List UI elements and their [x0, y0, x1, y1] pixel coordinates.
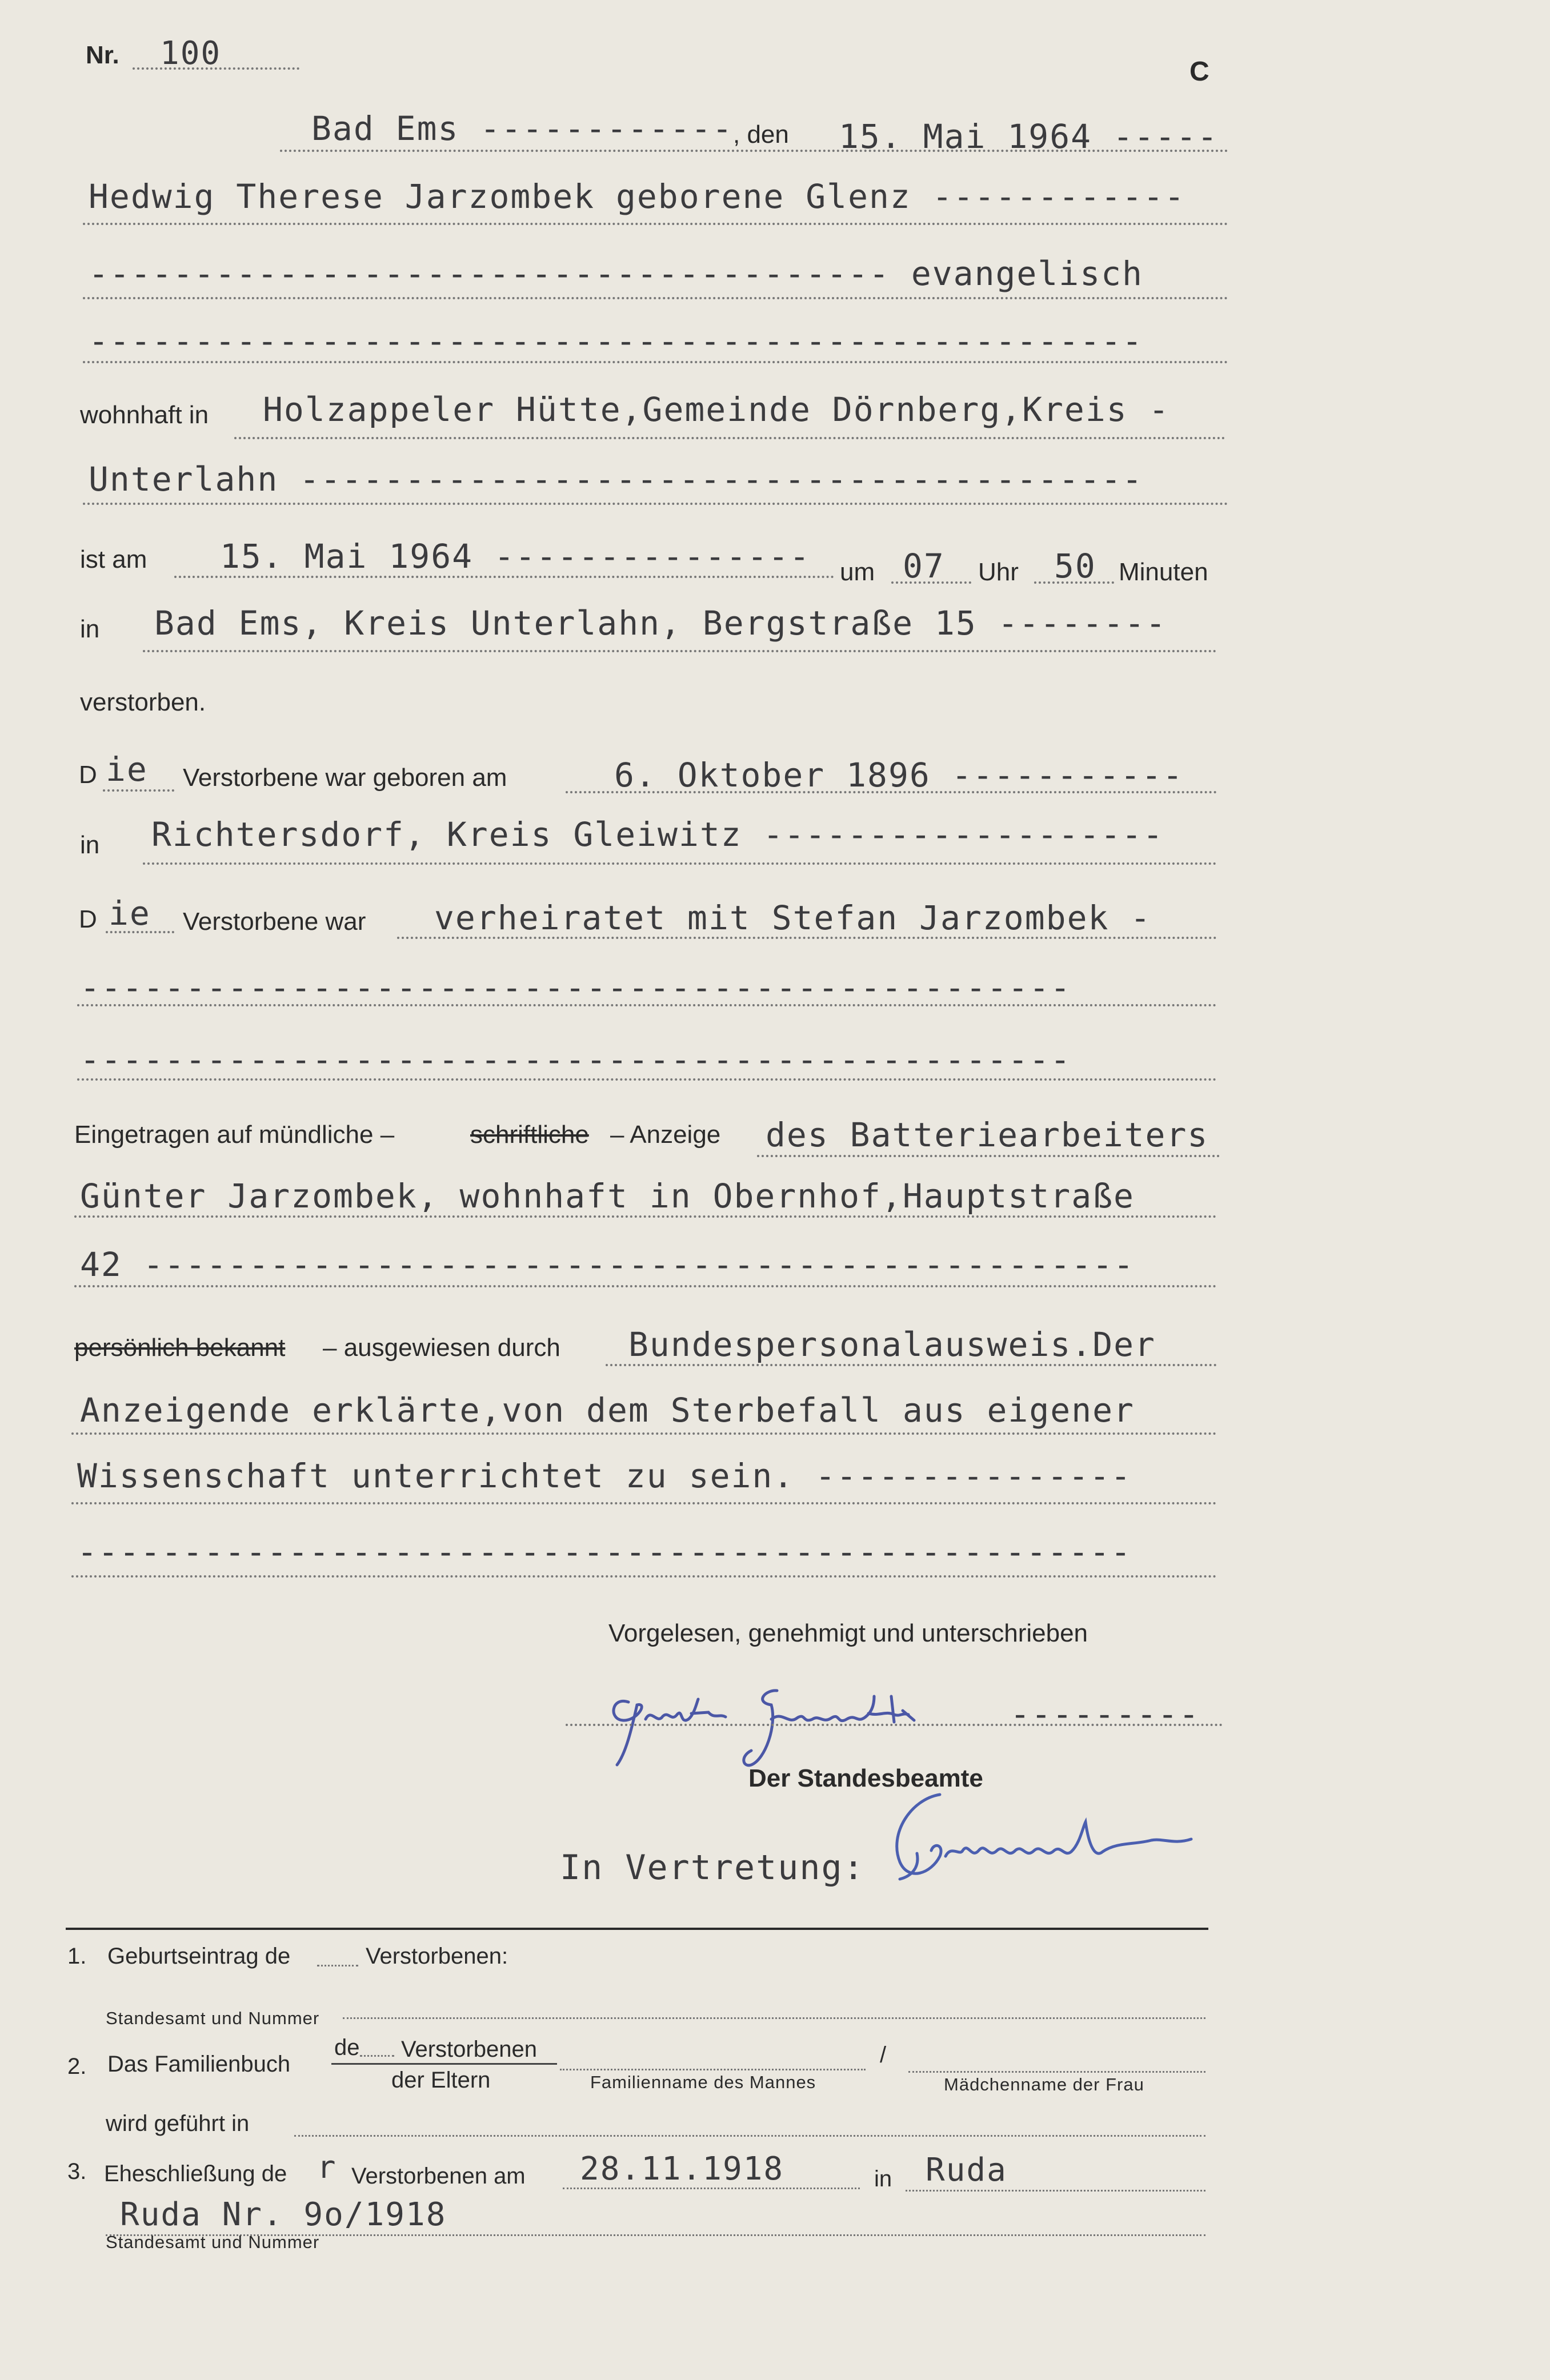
- birth-label: Verstorbene war geboren am: [183, 764, 507, 792]
- marital-label: Verstorbene war: [183, 908, 366, 936]
- id-dotted-line: [606, 1364, 1217, 1366]
- filler-dotted-line: [83, 361, 1228, 363]
- persoenlich-label: persönlich bekannt: [74, 1334, 286, 1362]
- footnote-2-de-dotted: [360, 2055, 394, 2057]
- footnote-1-dotted-line: [343, 2017, 1205, 2019]
- footer-separator: [66, 1928, 1208, 1930]
- footnote-2-label: Das Familienbuch: [107, 2052, 291, 2077]
- footnote-2-number: 2.: [67, 2054, 87, 2079]
- date-dotted-line: [280, 150, 1228, 152]
- death-place: Bad Ems, Kreis Unterlahn, Bergstraße 15 --------: [154, 604, 1167, 643]
- ist-am-label: ist am: [80, 545, 147, 573]
- marital3-dotted-line: [77, 1078, 1217, 1081]
- residence2-dotted-line: [83, 503, 1228, 505]
- register-letter: C: [1189, 57, 1209, 87]
- minuten-label: Minuten: [1119, 558, 1208, 586]
- minutes-dotted-line: [1034, 581, 1114, 584]
- birth-ie: ie: [106, 750, 148, 789]
- marital-d-label: D: [79, 905, 97, 933]
- footnote-2-slash: /: [880, 2042, 887, 2068]
- signature-dotted-line: [566, 1724, 1223, 1726]
- footnote-1-label: Geburtseintrag de: [107, 1944, 291, 1969]
- standesbeamte-label: Der Standesbeamte: [748, 1764, 983, 1792]
- informant-signature-dashes: ---------: [1010, 1695, 1200, 1733]
- footnote-3-place: Ruda: [926, 2152, 1007, 2189]
- footnote-3-label-b: Verstorbenen am: [351, 2164, 526, 2189]
- nr-label: Nr.: [86, 41, 119, 69]
- residence-line2: Unterlahn ----------------------------------------: [89, 460, 1143, 499]
- id-document: Bundespersonalausweis.Der: [628, 1325, 1156, 1364]
- statement-line4: --------------------------------------------------: [77, 1532, 1132, 1571]
- eingetragen-label: Eingetragen auf mündliche –: [74, 1121, 395, 1149]
- vorgelesen-text: Vorgelesen, genehmigt und unterschrieben: [608, 1619, 1088, 1647]
- wohnhaft-label: wohnhaft in: [80, 401, 209, 429]
- residence: Holzappeler Hütte,Gemeinde Dörnberg,Kreis -: [263, 390, 1170, 429]
- footnote-2-maedchenname: Mädchenname der Frau: [944, 2074, 1144, 2094]
- registration-date: 15. Mai 1964 -----: [839, 117, 1219, 156]
- hour-dotted-line: [891, 581, 971, 584]
- deceased-religion-line: -------------------------------------- evangelisch: [89, 254, 1143, 293]
- statement-line2: Anzeigende erklärte,von dem Sterbefall aus eigener: [80, 1391, 1135, 1430]
- footnote-1-de-dotted: [317, 1965, 358, 1966]
- marital-line2: -----------------------------------------------: [80, 968, 1072, 1007]
- footnote-2-wife-dotted: [908, 2071, 1205, 2073]
- religion-dotted-line: [83, 297, 1228, 299]
- death-hour: 07: [903, 547, 945, 585]
- death-place-in-label: in: [80, 615, 100, 643]
- informant-line2: Günter Jarzombek, wohnhaft in Obernhof,Hauptstraße: [80, 1177, 1135, 1215]
- ausgewiesen-label: – ausgewiesen durch: [323, 1334, 560, 1362]
- footnote-3-register: Ruda Nr. 9o/1918: [120, 2196, 447, 2233]
- official-signature: [877, 1788, 1214, 1891]
- verstorben-label: verstorben.: [80, 688, 206, 716]
- death-date: 15. Mai 1964 ---------------: [220, 537, 811, 576]
- informant3-dotted-line: [74, 1285, 1217, 1287]
- name-dotted-line: [83, 223, 1228, 225]
- footnote-2-dotted-line: [294, 2135, 1205, 2137]
- footnote-3-standesamt: Standesamt und Nummer: [106, 2232, 320, 2252]
- den-label: , den: [733, 121, 789, 149]
- footnote-3-in: in: [874, 2166, 892, 2192]
- birth-in-label: in: [80, 831, 100, 859]
- nr-dotted-line: [133, 67, 299, 70]
- deceased-name: Hedwig Therese Jarzombek geborene Glenz ------------: [89, 177, 1185, 216]
- footnote-2-fraction-line: [331, 2063, 557, 2065]
- birth-place: Richtersdorf, Kreis Gleiwitz -------------------: [151, 815, 1164, 854]
- deceased-filler-line: --------------------------------------------------: [89, 322, 1143, 360]
- statement-line3: Wissenschaft unterrichtet zu sein. ---------------: [77, 1456, 1132, 1495]
- place-of-registration: Bad Ems ------------: [311, 109, 734, 148]
- marital-ie-dotted-line: [106, 931, 174, 933]
- footnote-3-place-dotted: [906, 2190, 1205, 2192]
- statement3-dotted-line: [71, 1502, 1217, 1504]
- footnote-2-familienname: Familienname des Mannes: [590, 2072, 816, 2092]
- schriftliche-label: schriftliche: [470, 1121, 589, 1149]
- uhr-label: Uhr: [978, 558, 1019, 586]
- marital-line3: -----------------------------------------------: [80, 1040, 1072, 1079]
- birth-date: 6. Oktober 1896 -----------: [614, 756, 1184, 794]
- footnote-2-verstorbenen: Verstorbenen: [401, 2037, 537, 2062]
- anzeige-label: – Anzeige: [610, 1121, 721, 1149]
- informant-dotted-line: [757, 1155, 1220, 1157]
- footnote-3-r: r: [317, 2149, 337, 2185]
- birth-ie-dotted-line: [103, 789, 174, 792]
- footnote-2-de: de: [334, 2035, 360, 2060]
- footnote-3-date-dotted: [563, 2188, 860, 2189]
- marital2-dotted-line: [77, 1004, 1217, 1006]
- footnote-2-husband-dotted: [560, 2069, 866, 2070]
- informant: des Batteriearbeiters: [766, 1115, 1209, 1154]
- footnote-2-gefuehrt: wird geführt in: [106, 2111, 250, 2136]
- marital-status: verheiratet mit Stefan Jarzombek -: [434, 898, 1152, 937]
- footnote-3-label: Eheschließung de: [104, 2161, 287, 2186]
- death-minutes: 50: [1054, 547, 1096, 585]
- marital-ie: ie: [109, 894, 151, 933]
- residence-dotted-line: [234, 437, 1225, 439]
- footnote-1-label-b: Verstorbenen:: [366, 1944, 508, 1969]
- footnote-1-standesamt: Standesamt und Nummer: [106, 2008, 320, 2028]
- vertretung-label: In Vertretung:: [560, 1848, 865, 1888]
- footnote-3-number: 3.: [67, 2159, 87, 2184]
- informant-signature: [606, 1679, 960, 1776]
- footnote-1-number: 1.: [67, 1944, 87, 1969]
- informant-line3: 42 -----------------------------------------------: [80, 1245, 1135, 1284]
- statement4-dotted-line: [71, 1575, 1217, 1578]
- death-place-dotted-line: [143, 650, 1217, 652]
- birth-d-label: D: [79, 761, 97, 789]
- footnote-3-date: 28.11.1918: [580, 2150, 784, 2188]
- statement2-dotted-line: [71, 1432, 1217, 1435]
- death-date-dotted-line: [174, 576, 834, 578]
- birth-date-dotted-line: [566, 791, 1217, 793]
- um-label: um: [840, 558, 875, 586]
- marital-dotted-line: [397, 937, 1217, 939]
- informant2-dotted-line: [74, 1215, 1217, 1218]
- nr-value: 100: [160, 35, 222, 72]
- birth-place-dotted-line: [143, 862, 1217, 865]
- footnote-2-eltern: der Eltern: [391, 2068, 491, 2093]
